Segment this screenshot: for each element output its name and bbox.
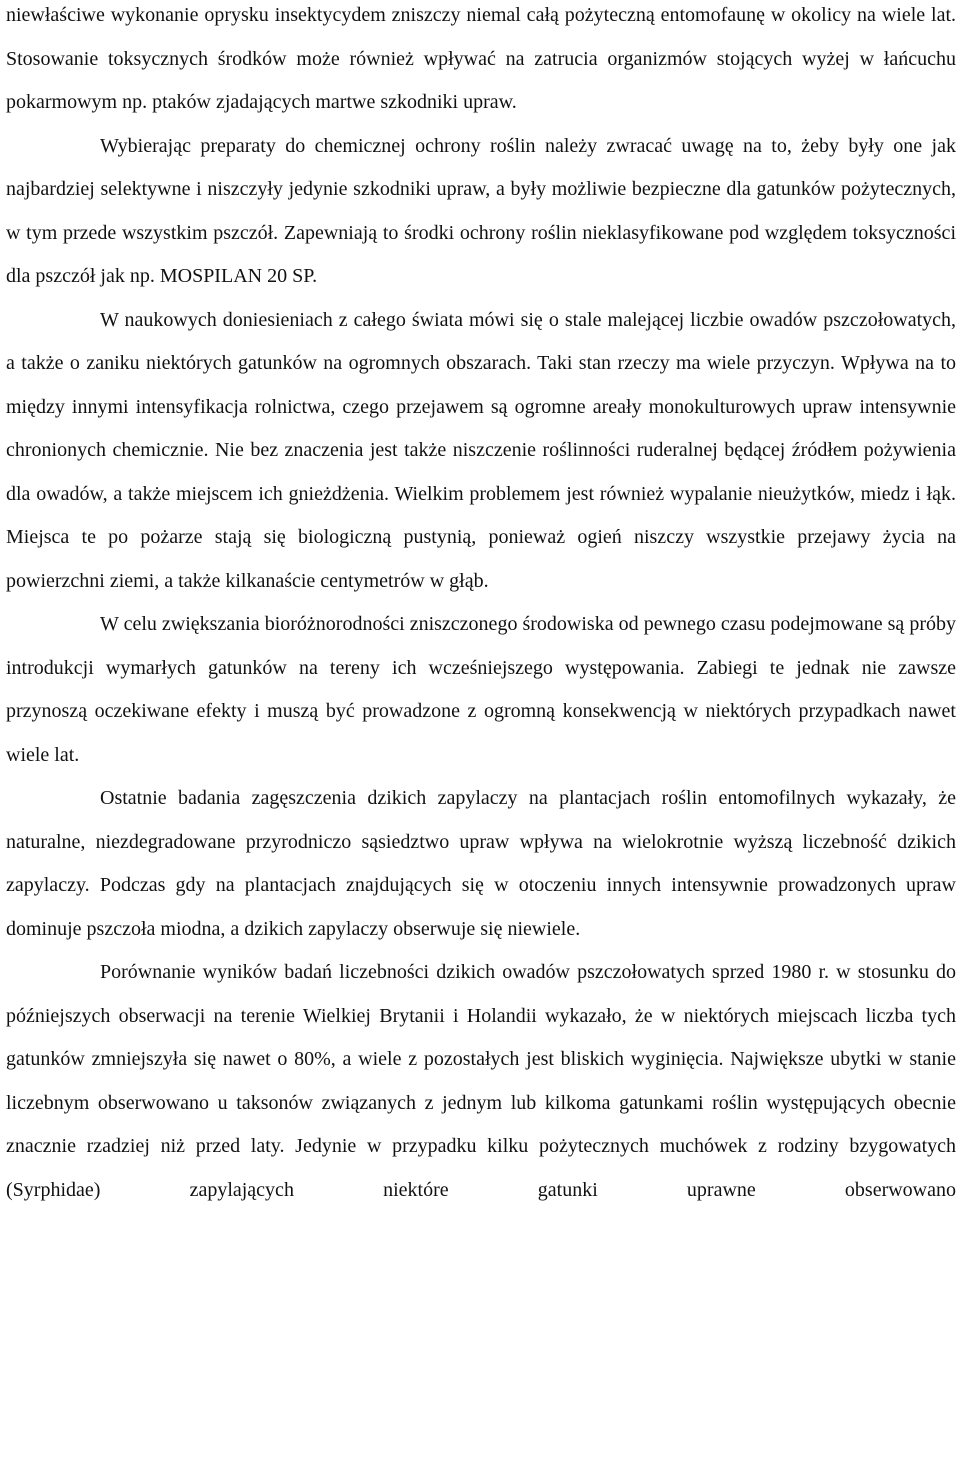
paragraph-selective-preparations: Wybierając preparaty do chemicznej ochrony roślin należy zwracać uwagę na to, żeby były one jak najbardziej selektywne i niszczyły jedynie szkodniki upraw, a były możliwie bezpieczne dla gatunków pożytecznych, w tym przede wszystkim pszczół. Zapewniają to środki ochrony roślin nieklasyfikowane pod względem toksyczności dla pszczół jak np. MOSPILAN 20 SP. [6,134,956,287]
paragraph-biodiversity: W celu zwiększania bioróżnorodności zniszczonego środowiska od pewnego czasu podejmowane są próby introdukcji wymarłych gatunków na tereny ich wcześniejszego występowania. Zabiegi te jednak nie zawsze przynoszą oczekiwane efekty i muszą być prowadzone z ogromną konsekwencją w niektórych przypadkach nawet wiele lat. [6,613,956,766]
paragraph-pollinator-density: Ostatnie badania zagęszczenia dzikich zapylaczy na plantacjach roślin entomofilnych wykazały, że naturalne, niezdegradowane przyrodniczo sąsiedztwo upraw wpływa na wielokrotnie wyższą liczebność dzikich zapylaczy. Podczas gdy na plantacjach znajdujących się w otoczeniu innych intensywnie prowadzonych upraw dominuje pszczoła miodna, a dzikich zapylaczy obserwuje się niewiele. [6,787,956,940]
paragraph-declining-bees: W naukowych doniesieniach z całego świata mówi się o stale malejącej liczbie owadów pszczołowatych, a także o zaniku niektórych gatunków na ogromnych obszarach. Taki stan rzeczy ma wiele przyczyn. Wpływa na to między innymi intensyfikacja rolnictwa, czego przejawem są ogromne areały monokulturowych upraw intensywnie chronionych chemicznie. Nie bez znaczenia jest także niszczenie roślinności ruderalnej będącej źródłem pożywienia dla owadów, a także miejscem ich gnieżdżenia. Wielkim problemem jest również wypalanie nieużytków, miedz i łąk. Miejsca te po pożarze stają się biologiczną pustynią, ponieważ ogień niszczy wszystkie przejawy życia na powierzchni ziemi, a także kilkanaście centymetrów w głąb. [6,308,956,592]
document-page [6,0,956,1212]
paragraph-continuation: niewłaściwe wykonanie oprysku insektycydem zniszczy niemal całą pożyteczną entomofaunę w okolicy na wiele lat. Stosowanie toksycznych środków może również wpływać na zatrucia organizmów stojących wyżej w łańcuchu pokarmowym np. ptaków zjadających martwe szkodniki upraw. [6,4,956,113]
paragraph-comparison-results: Porównanie wyników badań liczebności dzikich owadów pszczołowatych sprzed 1980 r. w stosunku do późniejszych obserwacji na terenie Wielkiej Brytanii i Holandii wykazało, że w niektórych miejscach liczba tych gatunków zmniejszyła się nawet o 80%, a wiele z pozostałych jest bliskich wyginięcia. Największe ubytki w stanie liczebnym obserwowano u taksonów związanych z jednym lub kilkoma gatunkami roślin występujących obecnie znacznie rzadziej niż przed laty. Jedynie w przypadku kilku pożytecznych muchówek z rodziny bzygowatych (Syrphidae) zapylających niektóre gatunki uprawne obserwowano [6,961,956,1201]
